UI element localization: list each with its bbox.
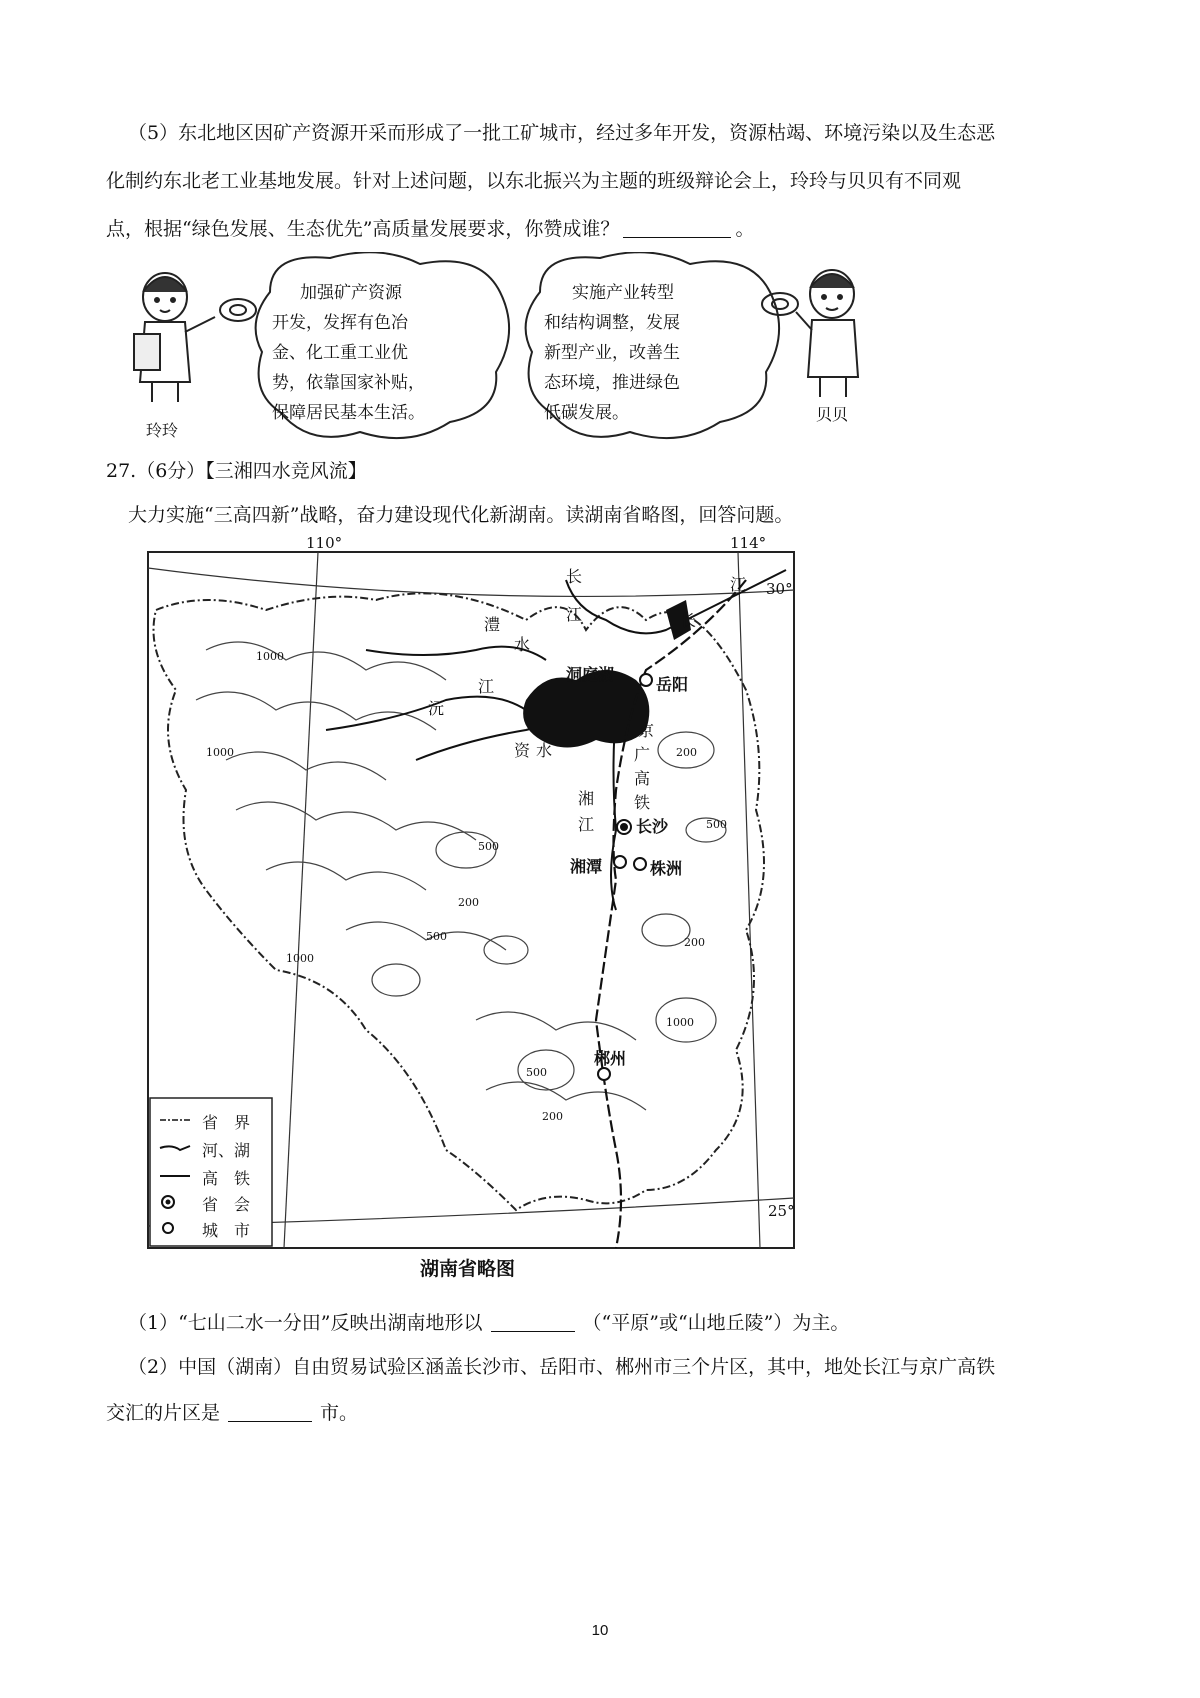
river-label: 水 bbox=[536, 741, 553, 760]
place-label-xiangtan: 湘潭 bbox=[570, 857, 603, 876]
boy-speech-line: 态环境，推进绿色 bbox=[544, 373, 680, 393]
rail-label: 京 bbox=[638, 721, 655, 740]
river-label: 湘 bbox=[578, 789, 595, 808]
contour-label: 500 bbox=[706, 818, 727, 831]
girl-speech-line: 保障居民基本生活。 bbox=[272, 403, 425, 423]
legend-label: 城 市 bbox=[202, 1221, 251, 1240]
place-label-zhuzhou: 株洲 bbox=[650, 859, 683, 878]
cartoon-drawing bbox=[120, 252, 880, 452]
contour-label: 500 bbox=[478, 840, 499, 853]
q5-line-2: 化制约东北老工业基地发展。针对上述问题，以东北振兴为主题的班级辩论会上，玲玲与贝贝有不同观 bbox=[106, 170, 962, 192]
boy-speech-line: 新型产业，改善生 bbox=[544, 343, 680, 363]
river-label: 水 bbox=[514, 635, 531, 654]
q1-line bbox=[128, 1308, 849, 1335]
rail-label: 高 bbox=[634, 769, 651, 788]
boy-speech-line: 低碳发展。 bbox=[544, 403, 629, 423]
river-label: 长 bbox=[566, 567, 583, 586]
lat-label-30: 30° bbox=[766, 580, 793, 598]
q1-text-b: （“平原”或“山地丘陵”）为主。 bbox=[582, 1312, 850, 1334]
river-label: 澧 bbox=[484, 615, 501, 634]
page-number: 10 bbox=[591, 1622, 609, 1639]
q2-text-b: 市。 bbox=[320, 1402, 359, 1424]
map-title: 湖南省略图 bbox=[420, 1258, 516, 1280]
q1-text-a: （1）“七山二水一分田”反映出湖南地形以 bbox=[128, 1312, 483, 1334]
boy-speech-line: 实施产业转型 bbox=[572, 283, 674, 303]
legend-label: 河、湖 bbox=[202, 1141, 251, 1160]
girl-speech-text bbox=[272, 278, 492, 428]
contour-label: 200 bbox=[676, 746, 697, 759]
girl-speech-line: 加强矿产资源 bbox=[300, 283, 402, 303]
river-label: 沅 bbox=[428, 699, 445, 718]
q2-answer-blank[interactable] bbox=[228, 1401, 312, 1422]
girl-speech-line: 势，依靠国家补贴， bbox=[272, 373, 425, 393]
girl-speech-line: 开发，发挥有色冶 bbox=[272, 313, 408, 333]
q2-text-a: 交汇的片区是 bbox=[106, 1402, 221, 1424]
q5-line-3-end: 。 bbox=[735, 218, 755, 240]
lat-label-25: 25° bbox=[768, 1202, 795, 1220]
q1-answer-blank[interactable] bbox=[491, 1311, 575, 1332]
girl-figure-icon bbox=[134, 273, 215, 402]
lon-label-114: 114° bbox=[730, 534, 767, 552]
hunan-map bbox=[146, 534, 796, 1250]
contour-label: 1000 bbox=[286, 952, 314, 965]
legend-label: 省 界 bbox=[202, 1113, 251, 1132]
girl-name-label: 玲玲 bbox=[146, 421, 179, 440]
q5-answer-blank[interactable] bbox=[623, 217, 731, 238]
place-label-dongting: 洞庭湖 bbox=[566, 665, 615, 684]
q5-line-3-text: 点，根据“绿色发展、生态优先”高质量发展要求，你赞成谁？ bbox=[106, 218, 620, 240]
river-label: 江 bbox=[730, 575, 747, 594]
q2-line-2 bbox=[106, 1398, 358, 1425]
contour-label: 200 bbox=[542, 1110, 563, 1123]
legend-label: 省 会 bbox=[202, 1195, 251, 1214]
contour-label: 200 bbox=[684, 936, 705, 949]
place-label-chenzhou: 郴州 bbox=[594, 1049, 627, 1068]
legend-label: 高 铁 bbox=[202, 1169, 251, 1188]
boy-name-label: 贝贝 bbox=[816, 405, 849, 424]
contour-label: 200 bbox=[458, 896, 479, 909]
river-label: 江 bbox=[578, 815, 595, 834]
river-label: 资 bbox=[514, 741, 531, 760]
rail-label: 铁 bbox=[634, 793, 651, 812]
rail-label: 广 bbox=[634, 745, 651, 764]
river-label: 长 bbox=[680, 611, 697, 630]
river-label: 江 bbox=[566, 605, 583, 624]
place-label-yueyang: 岳阳 bbox=[656, 675, 689, 694]
q27-header: 27.（6分）【三湘四水竞风流】 bbox=[106, 460, 367, 482]
q5-line-1: （5）东北地区因矿产资源开采而形成了一批工矿城市，经过多年开发，资源枯竭、环境污染以及生态恶 bbox=[128, 122, 996, 144]
q27-intro: 大力实施“三高四新”战略，奋力建设现代化新湖南。读湖南省略图，回答问题。 bbox=[128, 504, 794, 526]
river-label: 江 bbox=[478, 677, 495, 696]
q5-line-3 bbox=[106, 214, 754, 241]
q2-line-1: （2）中国（湖南）自由贸易试验区涵盖长沙市、岳阳市、郴州市三个片区，其中，地处长江与京广高铁 bbox=[128, 1356, 996, 1378]
girl-speech-line: 金、化工重工业优 bbox=[272, 343, 408, 363]
contour-label: 500 bbox=[526, 1066, 547, 1079]
contour-label: 1000 bbox=[256, 650, 284, 663]
lon-label-110: 110° bbox=[306, 534, 343, 552]
boy-figure-icon bbox=[796, 270, 858, 397]
boy-speech-text bbox=[544, 278, 764, 428]
contour-label: 1000 bbox=[666, 1016, 694, 1029]
place-label-changsha: 长沙 bbox=[636, 817, 669, 836]
contour-label: 500 bbox=[426, 930, 447, 943]
contour-label: 1000 bbox=[206, 746, 234, 759]
cartoon bbox=[120, 252, 880, 452]
boy-speech-line: 和结构调整，发展 bbox=[544, 313, 680, 333]
girl-ring-icon bbox=[220, 299, 256, 321]
